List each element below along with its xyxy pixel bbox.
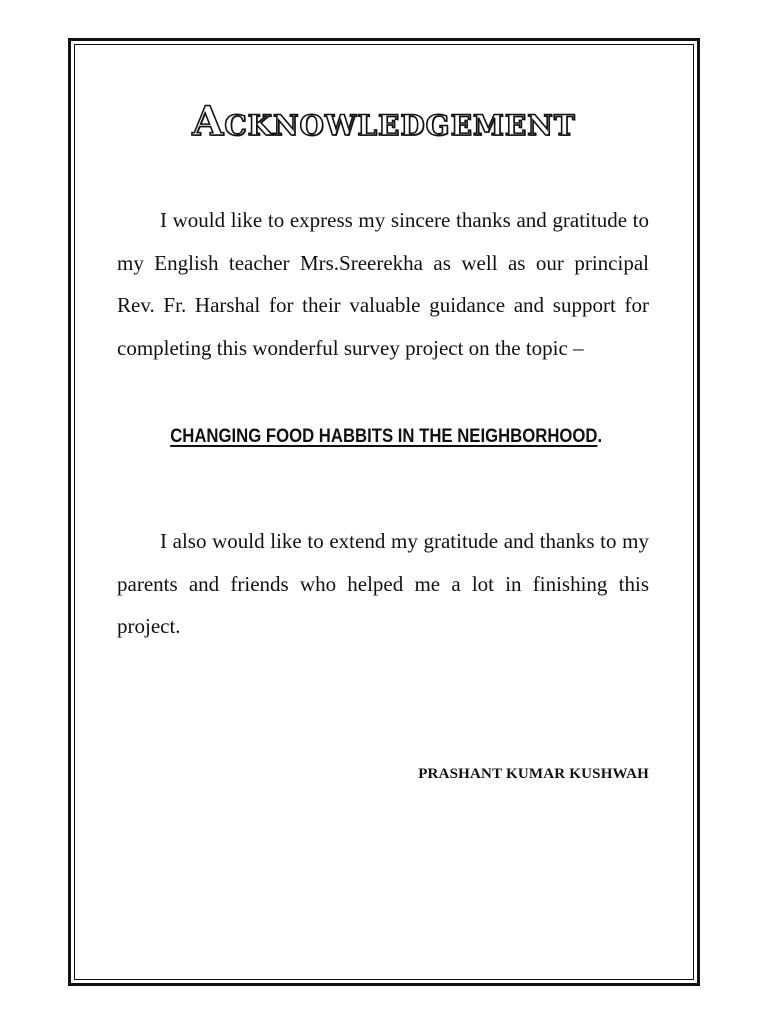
project-topic-text: CHANGING FOOD HABBITS IN THE NEIGHBORHOOD — [170, 426, 598, 447]
project-topic-period: . — [597, 426, 603, 447]
page-border — [68, 38, 700, 986]
page-border-inner — [74, 44, 694, 980]
acknowledgement-paragraph-1: I would like to express my sincere thanks and gratitude to my English teacher Mrs.Sreerekha as well as our principal Rev. Fr. Harshal for their valuable guidance and support for completing this wonderful survey project on the topic – — [117, 208, 649, 360]
acknowledgement-paragraph-2: I also would like to extend my gratitude and thanks to my parents and friends who helped me a lot in finishing this project. — [117, 529, 649, 638]
project-topic — [48, 426, 724, 448]
page-title: Acknowledgement — [192, 98, 576, 145]
author-signature: PRASHANT KUMAR KUSHWAH — [418, 766, 649, 782]
